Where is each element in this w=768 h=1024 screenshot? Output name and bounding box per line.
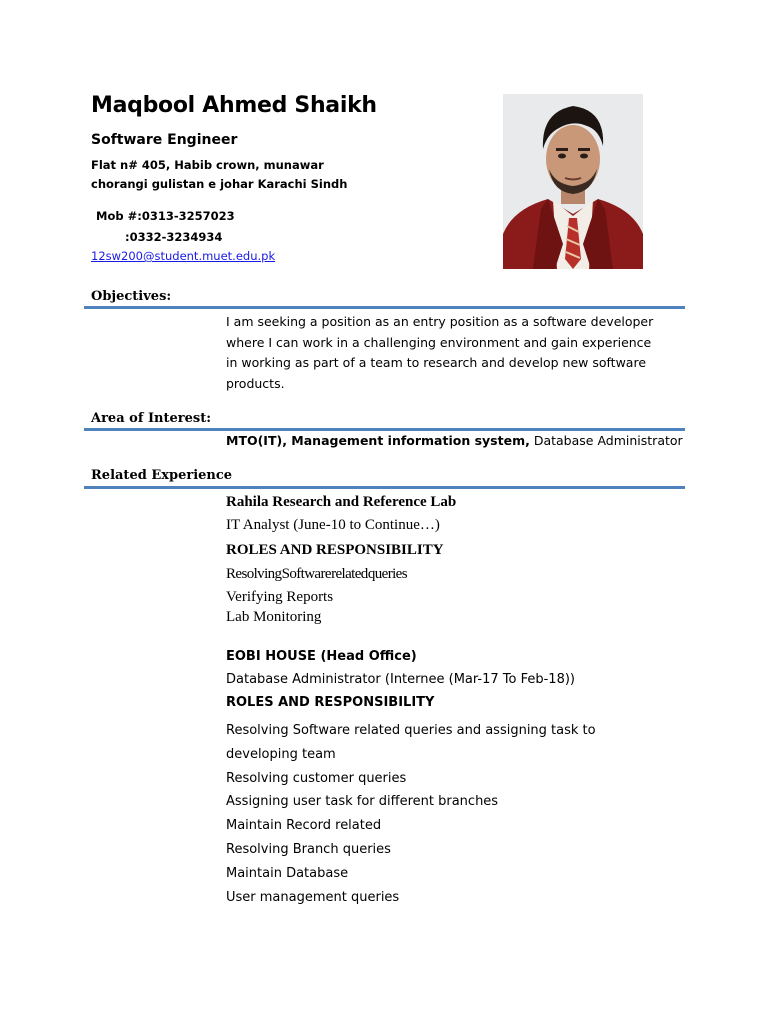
interest-text: [226, 431, 683, 452]
experience-heading: Related Experience: [91, 468, 233, 483]
job2-duty: Resolving customer queries: [226, 770, 407, 786]
candidate-name: Maqbool Ahmed Shaikh: [91, 93, 377, 118]
objectives-text: [226, 312, 653, 394]
job2-duty: Resolving Software related queries and assigning task to: [226, 723, 596, 738]
address-line-2: chorangi gulistan e johar Karachi Sindh: [91, 177, 348, 191]
job1-roles-heading: ROLES AND RESPONSIBILITY: [226, 542, 444, 558]
mobile-number-1: Mob #:0313-3257023: [96, 209, 235, 223]
section-divider: [84, 306, 685, 309]
email-link[interactable]: 12sw200@student.muet.edu.pk: [91, 249, 276, 263]
section-divider: [84, 486, 685, 489]
job2-duty: Resolving Branch queries: [226, 841, 391, 857]
objective-line: products.: [226, 375, 285, 391]
objective-line: I am seeking a position as an entry position as a software developer: [226, 314, 654, 329]
job2-duty: User management queries: [226, 889, 400, 905]
interest-heading: Area of Interest:: [91, 411, 211, 426]
job2-duty: Assigning user task for different branches: [226, 794, 499, 810]
job1-duty: Resolving Software related queries: [226, 566, 407, 582]
job2-role: Database Administrator (Internee (Mar-17 To Feb-18)): [226, 672, 575, 687]
interest-bold: MTO(IT), Management information system,: [226, 433, 530, 448]
job2-duties: [226, 719, 596, 909]
job2-duty: Maintain Database: [226, 865, 349, 881]
job2-duty: Maintain Record related: [226, 818, 382, 834]
job-title: Software Engineer: [91, 132, 238, 148]
mobile-number-2: :0332-3234934: [125, 230, 223, 244]
objective-line: in working as part of a team to research and develop new software: [226, 355, 647, 370]
objective-line: where I can work in a challenging environment and gain experience: [226, 334, 652, 350]
objectives-heading: Objectives:: [91, 289, 172, 304]
profile-photo: [503, 94, 643, 269]
job2-roles-heading: ROLES AND RESPONSIBILITY: [226, 695, 435, 710]
address-line-1: Flat n# 405, Habib crown, munawar: [91, 158, 324, 172]
job1-duty: Verifying Reports: [226, 589, 334, 605]
interest-normal: Database Administrator: [529, 433, 683, 448]
job1-role: IT Analyst (June-10 to Continue…): [226, 517, 440, 533]
job1-duty: Lab Monitoring: [226, 609, 322, 625]
job1-company: Rahila Research and Reference Lab: [226, 494, 457, 510]
job2-duty: developing team: [226, 746, 336, 762]
job2-company: EOBI HOUSE (Head Office): [226, 649, 417, 664]
